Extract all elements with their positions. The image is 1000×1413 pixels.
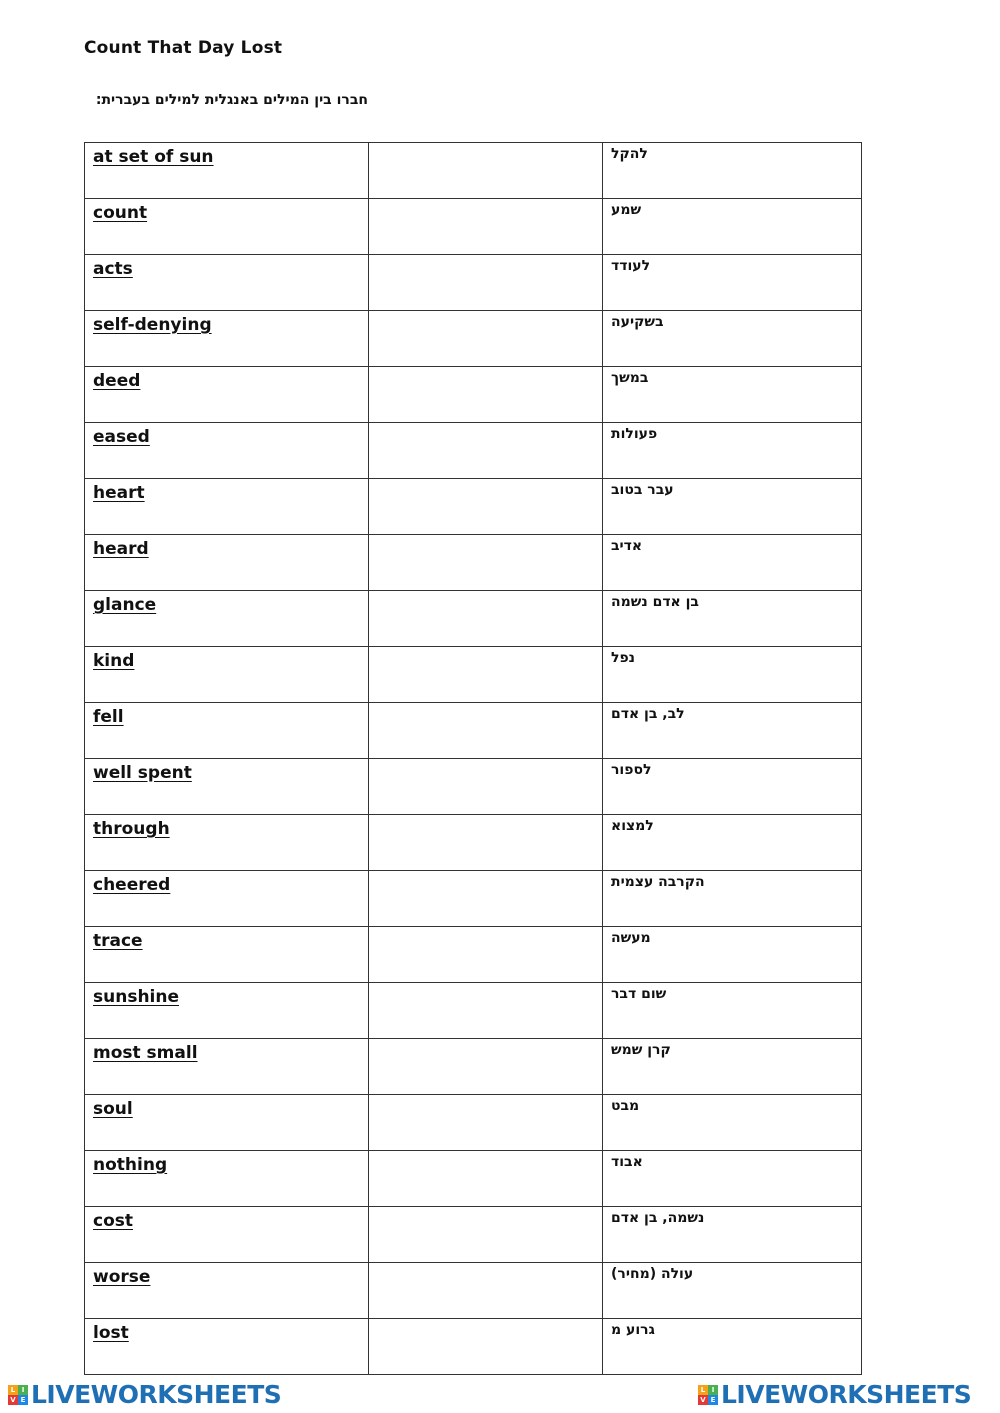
- hebrew-cell: [603, 703, 862, 759]
- table-row: [85, 535, 862, 591]
- english-word[interactable]: acts: [93, 259, 133, 279]
- table-row: [85, 815, 862, 871]
- table-row: [85, 983, 862, 1039]
- table-row: [85, 1039, 862, 1095]
- hebrew-cell: [603, 367, 862, 423]
- hebrew-cell: [603, 1319, 862, 1375]
- instruction-text: חברו בין המילים באנגלית למילים בעברית:: [95, 92, 368, 108]
- table-row: [85, 927, 862, 983]
- matching-table-body: [85, 143, 862, 1375]
- hebrew-cell: [603, 1095, 862, 1151]
- match-answer-cell[interactable]: [369, 1263, 603, 1319]
- hebrew-cell: [603, 255, 862, 311]
- table-row: [85, 255, 862, 311]
- english-cell: [85, 255, 369, 311]
- english-cell: [85, 983, 369, 1039]
- english-word[interactable]: heart: [93, 483, 145, 503]
- matching-table: [84, 142, 862, 1375]
- hebrew-word[interactable]: קרן שמש: [611, 1042, 671, 1058]
- english-word[interactable]: kind: [93, 651, 135, 671]
- hebrew-cell: [603, 1151, 862, 1207]
- english-word[interactable]: self-denying: [93, 315, 212, 335]
- match-answer-cell[interactable]: [369, 759, 603, 815]
- english-word[interactable]: cost: [93, 1211, 134, 1231]
- table-row: [85, 423, 862, 479]
- liveworksheets-badge-icon: L I V E: [698, 1385, 718, 1405]
- match-answer-cell[interactable]: [369, 1095, 603, 1151]
- english-word[interactable]: through: [93, 819, 170, 839]
- table-row: [85, 759, 862, 815]
- page-title: Count That Day Lost: [84, 38, 283, 58]
- hebrew-cell: [603, 1263, 862, 1319]
- hebrew-word[interactable]: במשך: [611, 370, 649, 386]
- english-word[interactable]: nothing: [93, 1155, 168, 1175]
- table-row: [85, 199, 862, 255]
- hebrew-cell: [603, 311, 862, 367]
- english-cell: [85, 199, 369, 255]
- hebrew-cell: [603, 423, 862, 479]
- match-answer-cell[interactable]: [369, 367, 603, 423]
- hebrew-word[interactable]: בן אדם נשמה: [611, 594, 699, 610]
- match-answer-cell[interactable]: [369, 983, 603, 1039]
- english-cell: [85, 1207, 369, 1263]
- english-cell: [85, 1151, 369, 1207]
- english-word[interactable]: fell: [93, 707, 124, 727]
- hebrew-cell: [603, 1207, 862, 1263]
- match-answer-cell[interactable]: [369, 535, 603, 591]
- english-cell: [85, 479, 369, 535]
- hebrew-word[interactable]: עולה (מחיר): [611, 1266, 694, 1282]
- table-row: [85, 703, 862, 759]
- english-cell: [85, 1319, 369, 1375]
- english-word[interactable]: trace: [93, 931, 143, 951]
- hebrew-cell: [603, 759, 862, 815]
- english-cell: [85, 311, 369, 367]
- hebrew-cell: [603, 647, 862, 703]
- english-cell: [85, 1263, 369, 1319]
- hebrew-word[interactable]: פעולות: [611, 426, 658, 442]
- table-row: [85, 143, 862, 199]
- match-answer-cell[interactable]: [369, 199, 603, 255]
- footer-logo-text: LIVEWORKSHEETS: [721, 1380, 972, 1409]
- hebrew-cell: [603, 927, 862, 983]
- english-word[interactable]: well spent: [93, 763, 192, 783]
- match-answer-cell[interactable]: [369, 927, 603, 983]
- footer-logo-text: LIVEWORKSHEETS: [31, 1380, 282, 1409]
- hebrew-word[interactable]: שום דבר: [611, 986, 667, 1002]
- hebrew-cell: [603, 535, 862, 591]
- hebrew-word[interactable]: אדיב: [611, 538, 643, 554]
- english-cell: [85, 703, 369, 759]
- table-row: [85, 647, 862, 703]
- hebrew-word[interactable]: מעשה: [611, 930, 651, 946]
- english-cell: [85, 143, 369, 199]
- hebrew-cell: [603, 983, 862, 1039]
- match-answer-cell[interactable]: [369, 311, 603, 367]
- hebrew-word[interactable]: לב, בן אדם: [611, 706, 685, 722]
- hebrew-word[interactable]: נפל: [611, 650, 636, 666]
- table-row: [85, 367, 862, 423]
- hebrew-word[interactable]: גרוע מ: [611, 1322, 655, 1338]
- footer-logo-left[interactable]: [8, 1381, 281, 1409]
- match-answer-cell[interactable]: [369, 1039, 603, 1095]
- english-cell: [85, 535, 369, 591]
- english-word[interactable]: cheered: [93, 875, 171, 895]
- english-cell: [85, 927, 369, 983]
- hebrew-cell: [603, 591, 862, 647]
- hebrew-word[interactable]: עבר בטוב: [611, 482, 674, 498]
- table-row: [85, 1151, 862, 1207]
- hebrew-cell: [603, 815, 862, 871]
- match-answer-cell[interactable]: [369, 703, 603, 759]
- hebrew-word[interactable]: להקל: [611, 146, 648, 162]
- footer-logo-right[interactable]: [698, 1381, 971, 1409]
- english-word[interactable]: glance: [93, 595, 157, 615]
- english-word[interactable]: soul: [93, 1099, 133, 1119]
- hebrew-cell: [603, 143, 862, 199]
- english-cell: [85, 647, 369, 703]
- english-cell: [85, 1095, 369, 1151]
- table-row: [85, 479, 862, 535]
- match-answer-cell[interactable]: [369, 143, 603, 199]
- match-answer-cell[interactable]: [369, 871, 603, 927]
- match-answer-cell[interactable]: [369, 1319, 603, 1375]
- english-word[interactable]: lost: [93, 1323, 129, 1343]
- match-answer-cell[interactable]: [369, 1151, 603, 1207]
- table-row: [85, 591, 862, 647]
- hebrew-word[interactable]: הקרבה עצמית: [611, 874, 705, 890]
- english-cell: [85, 871, 369, 927]
- english-word[interactable]: worse: [93, 1267, 151, 1287]
- match-answer-cell[interactable]: [369, 423, 603, 479]
- hebrew-word[interactable]: לספור: [611, 762, 652, 778]
- english-word[interactable]: deed: [93, 371, 141, 391]
- hebrew-word[interactable]: נשמה, בן אדם: [611, 1210, 705, 1226]
- table-row: [85, 871, 862, 927]
- english-cell: [85, 1039, 369, 1095]
- hebrew-word[interactable]: לעודד: [611, 258, 651, 274]
- english-word[interactable]: at set of sun: [93, 147, 214, 167]
- hebrew-cell: [603, 1039, 862, 1095]
- hebrew-cell: [603, 199, 862, 255]
- match-answer-cell[interactable]: [369, 647, 603, 703]
- english-word[interactable]: most small: [93, 1043, 198, 1063]
- english-word[interactable]: eased: [93, 427, 150, 447]
- hebrew-cell: [603, 479, 862, 535]
- english-cell: [85, 591, 369, 647]
- match-answer-cell[interactable]: [369, 479, 603, 535]
- hebrew-word[interactable]: למצוא: [611, 818, 654, 834]
- hebrew-word[interactable]: מבט: [611, 1098, 640, 1114]
- match-answer-cell[interactable]: [369, 815, 603, 871]
- table-row: [85, 1095, 862, 1151]
- hebrew-word[interactable]: שמע: [611, 202, 642, 218]
- hebrew-word[interactable]: אבוד: [611, 1154, 643, 1170]
- match-answer-cell[interactable]: [369, 255, 603, 311]
- hebrew-cell: [603, 871, 862, 927]
- liveworksheets-badge-icon: L I V E: [8, 1385, 28, 1405]
- table-row: [85, 1207, 862, 1263]
- table-row: [85, 311, 862, 367]
- english-cell: [85, 423, 369, 479]
- english-word[interactable]: count: [93, 203, 148, 223]
- table-row: [85, 1263, 862, 1319]
- english-cell: [85, 815, 369, 871]
- english-word[interactable]: sunshine: [93, 987, 180, 1007]
- match-answer-cell[interactable]: [369, 591, 603, 647]
- english-word[interactable]: heard: [93, 539, 149, 559]
- match-answer-cell[interactable]: [369, 1207, 603, 1263]
- hebrew-word[interactable]: בשקיעה: [611, 314, 664, 330]
- english-cell: [85, 759, 369, 815]
- english-cell: [85, 367, 369, 423]
- table-row: [85, 1319, 862, 1375]
